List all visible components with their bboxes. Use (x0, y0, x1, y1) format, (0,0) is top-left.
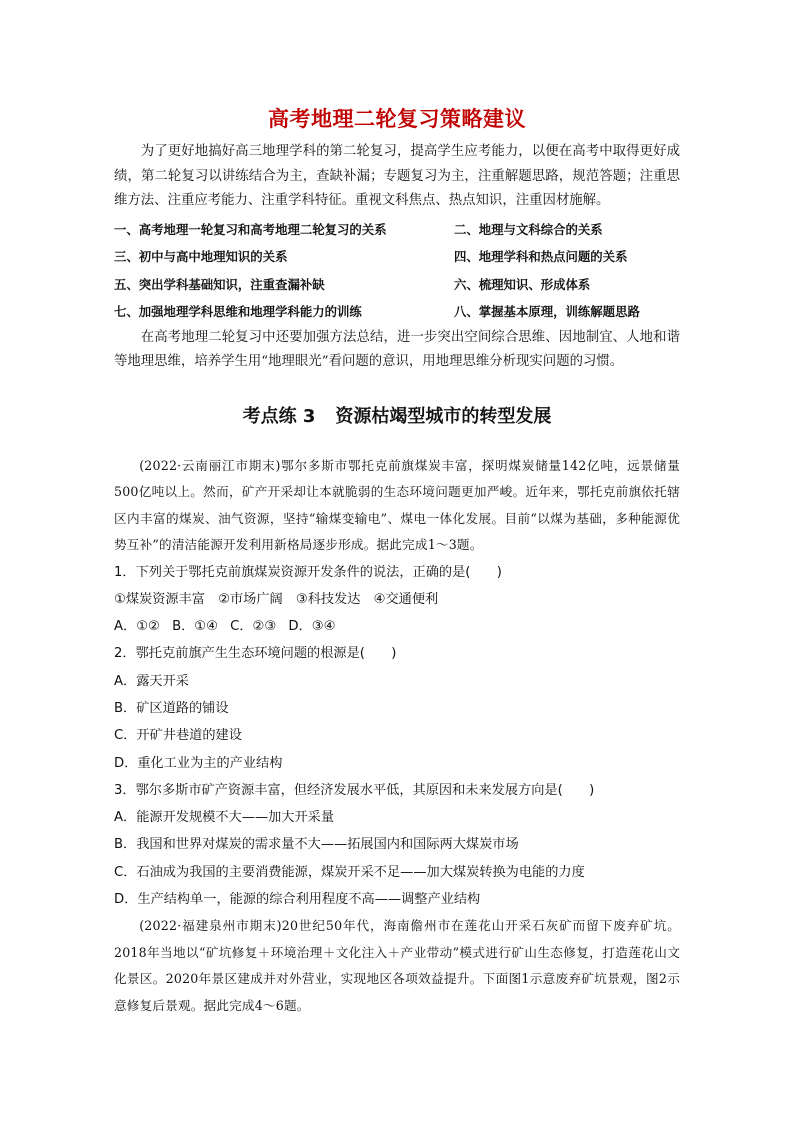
outro-paragraph: 在高考地理二轮复习中还要加强方法总结，进一步突出空间综合思维、因地制宜、人地和谐等地理思维，培养学生用“地理眼光”看问题的意识，用地理思维分析现实问题的习惯。 (114, 329, 680, 369)
material-passage-1: (2022·云南丽江市期末)鄂尔多斯市鄂托克前旗煤炭丰富，探明煤炭储量142亿吨，远景储量500亿吨以上。然而，矿产开采却让本就脆弱的生态环境问题更加严峻。近年来，鄂托克前旗依托辖区内丰富的煤炭、油气资源，坚持“输煤变输电”、煤电一体化发展。目前“以煤为基础，多种能源优势互补”的清洁能源开发利用新格局逐步形成。据此完成1～3题。 (114, 457, 680, 552)
strategy-item: 四、地理学科和热点问题的关系 (454, 249, 628, 264)
option-a[interactable]: A．露天开采 (114, 673, 189, 689)
option-b[interactable]: B．①④ (172, 619, 218, 635)
strategy-item: 三、初中与高中地理知识的关系 (114, 249, 288, 264)
strategy-item: 七、加强地理学科思维和地理学科能力的训练 (114, 304, 362, 319)
strategy-item: 二、地理与文科综合的关系 (454, 221, 603, 237)
option-c[interactable]: C．石油成为我国的主要消费能源，煤炭开采不足——加大煤炭转换为电能的力度 (114, 864, 585, 880)
strategy-item: 一、高考地理一轮复习和高考地理二轮复习的关系 (114, 221, 387, 237)
section-title: 资源枯竭型城市的转型发展 (335, 405, 552, 427)
option-b[interactable]: B．矿区道路的铺设 (114, 700, 229, 716)
option-c[interactable]: C．开矿井巷道的建设 (114, 728, 242, 744)
option-b[interactable]: B．我国和世界对煤炭的需求量不大——拓展国内和国际两大煤炭市场 (114, 837, 519, 853)
material-passage-2: (2022·福建泉州市期末)20世纪50年代，海南儋州市在莲花山开采石灰矿而留下废弃矿坑。2018年当地以“矿坑修复＋环境治理＋文化注入＋产业带动”模式进行矿山生态修复，打造莲花山文化景区。2020年景区建成并对外营业，实现地区各项效益提升。下面图1示意废弃矿坑景观，图2示意修复后景观。据此完成4～6题。 (114, 918, 680, 1013)
intro-paragraph: 为了更好地搞好高三地理学科的第二轮复习，提高学生应考能力，以便在高考中取得更好成绩，第二轮复习以讲练结合为主，查缺补漏；专题复习为主，注重解题思路，规范答题；注重思维方法、注重应考能力、注重学科特征。重视文科焦点、热点知识，注重因材施解。 (114, 144, 680, 208)
page-title: 高考地理二轮复习策略建议 (268, 107, 526, 131)
option-a[interactable]: A．能源开发规模不大——加大开采量 (114, 810, 335, 826)
section-heading (114, 403, 680, 431)
question-options (114, 613, 680, 640)
question-1 (114, 559, 680, 641)
question-statements: ①煤炭资源丰富 ②市场广阔 ③科技发达 ④交通便利 (114, 591, 439, 607)
section-prefix: 考点练 3 (242, 405, 316, 427)
strategy-item: 六、梳理知识、形成体系 (454, 276, 591, 292)
question-stem: 3．鄂尔多斯市矿产资源丰富，但经济发展水平低，其原因和未来发展方向是( ) (114, 782, 595, 798)
question-3 (114, 777, 680, 913)
question-2 (114, 640, 680, 776)
option-a[interactable]: A．①② (114, 619, 160, 635)
option-c[interactable]: C．②③ (230, 619, 277, 635)
strategy-item: 五、突出学科基础知识，注重查漏补缺 (114, 276, 325, 292)
option-d[interactable]: D．重化工业为主的产业结构 (114, 755, 283, 771)
option-d[interactable]: D．生产结构单一，能源的综合利用程度不高——调整产业结构 (114, 892, 481, 908)
option-d[interactable]: D．③④ (288, 619, 336, 635)
question-stem: 2．鄂托克前旗产生生态环境问题的根源是( ) (114, 646, 397, 662)
question-stem: 1．下列关于鄂托克前旗煤炭资源开发条件的说法，正确的是( ) (114, 564, 502, 580)
strategy-item: 八、掌握基本原理，训练解题思路 (454, 304, 640, 319)
strategy-list (114, 216, 680, 326)
